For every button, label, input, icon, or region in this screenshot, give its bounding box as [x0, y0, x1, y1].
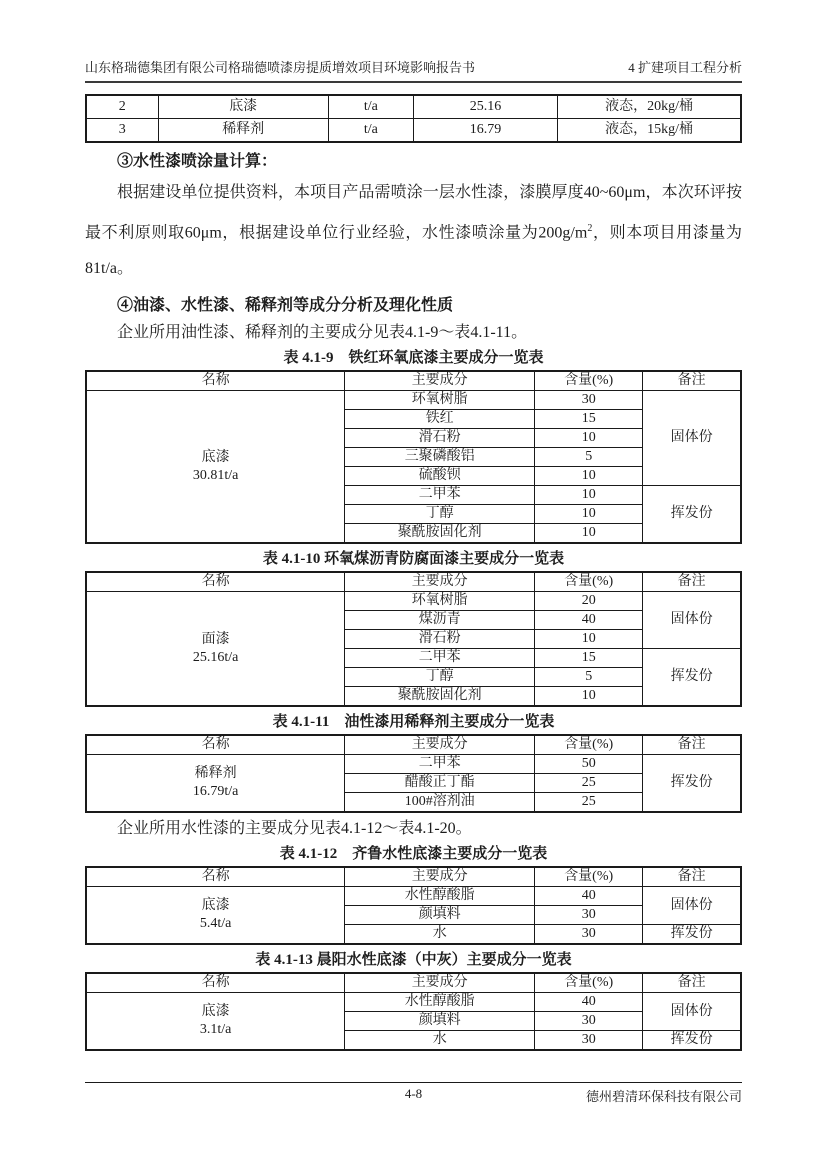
- content-cell: 5: [535, 448, 643, 467]
- header-chapter-title: 4 扩建项目工程分析: [628, 60, 742, 75]
- component-cell: 水: [345, 1031, 535, 1051]
- paint-name-cell: [86, 887, 345, 945]
- heading-waterborne-paint-calc: ③水性漆喷涂量计算：: [117, 153, 278, 170]
- col-header-name: 名称: [86, 867, 345, 887]
- component-cell: 聚酰胺固化剂: [345, 524, 535, 544]
- col-header-note: 备注: [643, 735, 741, 755]
- col-header-note: 备注: [643, 572, 741, 592]
- amount-cell: 16.79: [413, 119, 557, 143]
- component-cell: 二甲苯: [345, 755, 535, 774]
- col-header-component: 主要成分: [345, 735, 535, 755]
- note-solid-cell: 固体份: [643, 887, 741, 925]
- material-name-cell: 底漆: [158, 95, 328, 119]
- component-cell: 水性醇酸脂: [345, 993, 535, 1012]
- col-header-name: 名称: [86, 973, 345, 993]
- content-cell: 30: [535, 1031, 643, 1051]
- table-header-row: [86, 371, 741, 391]
- page-content: [85, 94, 742, 1051]
- component-cell: 颜填料: [345, 906, 535, 925]
- unit-cell: t/a: [328, 95, 413, 119]
- content-cell: 10: [535, 467, 643, 486]
- content-cell: 10: [535, 429, 643, 448]
- component-cell: 环氧树脂: [345, 592, 535, 611]
- col-header-content: 含量(%): [535, 867, 643, 887]
- amount-cell: 25.16: [413, 95, 557, 119]
- page-footer: [85, 1082, 742, 1104]
- footer-company-name: 德州碧清环保科技有限公司: [585, 1089, 742, 1104]
- table-row: [86, 391, 741, 410]
- paragraph-spray-amount-calc: [85, 175, 742, 287]
- table-header-row: [86, 572, 741, 592]
- component-cell: 三聚磷酸铝: [345, 448, 535, 467]
- content-cell: 25: [535, 774, 643, 793]
- component-cell: 滑石粉: [345, 429, 535, 448]
- paint-name: 底漆: [201, 898, 230, 914]
- paint-name-cell: [86, 755, 345, 813]
- page-header: [85, 0, 742, 83]
- col-header-component: 主要成分: [345, 371, 535, 391]
- col-header-component: 主要成分: [345, 973, 535, 993]
- table-row: [86, 119, 741, 143]
- table-4-1-12: [85, 866, 742, 945]
- table-title-4-1-9: 表 4.1-9 铁红环氧底漆主要成分一览表: [283, 350, 544, 367]
- note-solid-cell: 固体份: [643, 391, 741, 486]
- paint-annual-amount: 5.4t/a: [199, 916, 232, 932]
- paint-annual-amount: 30.81t/a: [192, 467, 239, 483]
- paint-annual-amount: 16.79t/a: [192, 784, 239, 800]
- row-index-cell: 3: [86, 119, 158, 143]
- content-cell: 40: [535, 887, 643, 906]
- table-header-row: [86, 973, 741, 993]
- col-header-note: 备注: [643, 973, 741, 993]
- component-cell: 丁醇: [345, 668, 535, 687]
- content-cell: 30: [535, 391, 643, 410]
- paint-name: 底漆: [201, 1004, 230, 1020]
- content-cell: 50: [535, 755, 643, 774]
- material-name-cell: 稀释剂: [158, 119, 328, 143]
- col-header-name: 名称: [86, 572, 345, 592]
- paint-name-cell: [86, 592, 345, 707]
- table-title-4-1-10: 表 4.1-10 环氧煤沥青防腐面漆主要成分一览表: [262, 551, 565, 568]
- state-note-cell: 液态，20kg/桶: [558, 95, 741, 119]
- content-cell: 30: [535, 906, 643, 925]
- content-cell: 40: [535, 993, 643, 1012]
- table-title-4-1-11: 表 4.1-11 油性漆用稀释剂主要成分一览表: [272, 714, 555, 731]
- content-cell: 10: [535, 630, 643, 649]
- component-cell: 二甲苯: [345, 486, 535, 505]
- heading-component-analysis: ④油漆、水性漆、稀释剂等成分分析及理化性质: [117, 297, 454, 315]
- paint-name: 底漆: [201, 449, 230, 465]
- content-cell: 30: [535, 925, 643, 945]
- content-cell: 15: [535, 649, 643, 668]
- content-cell: 25: [535, 793, 643, 813]
- component-cell: 丁醇: [345, 505, 535, 524]
- paint-annual-amount: 3.1t/a: [199, 1022, 232, 1038]
- content-cell: 10: [535, 687, 643, 707]
- note-volatile-cell: 挥发份: [643, 486, 741, 544]
- table-title-4-1-12: 表 4.1-12 齐鲁水性底漆主要成分一览表: [279, 846, 548, 863]
- paint-annual-amount: 25.16t/a: [192, 649, 239, 665]
- row-index-cell: 2: [86, 95, 158, 119]
- note-volatile-cell: 挥发份: [643, 1031, 741, 1051]
- paint-name: 稀释剂: [194, 766, 237, 782]
- paint-name-cell: [86, 391, 345, 544]
- component-cell: 二甲苯: [345, 649, 535, 668]
- paragraph-water-paint-ref: 企业所用水性漆的主要成分见表4.1-12～表4.1-20。: [117, 820, 472, 838]
- unit-cell: t/a: [328, 119, 413, 143]
- table-title-4-1-13: 表 4.1-13 晨阳水性底漆（中灰）主要成分一览表: [255, 952, 572, 969]
- col-header-note: 备注: [643, 867, 741, 887]
- component-cell: 水性醇酸脂: [345, 887, 535, 906]
- note-solid-cell: 固体份: [643, 993, 741, 1031]
- component-cell: 滑石粉: [345, 630, 535, 649]
- content-cell: 10: [535, 524, 643, 544]
- col-header-content: 含量(%): [535, 572, 643, 592]
- paragraph-oil-paint-ref: 企业所用油性漆、稀释剂的主要成分见表4.1-9～表4.1-11。: [117, 324, 528, 342]
- component-cell: 颜填料: [345, 1012, 535, 1031]
- component-cell: 铁红: [345, 410, 535, 429]
- component-cell: 水: [345, 925, 535, 945]
- table-header-row: [86, 735, 741, 755]
- content-cell: 40: [535, 611, 643, 630]
- col-header-note: 备注: [643, 371, 741, 391]
- content-cell: 30: [535, 1012, 643, 1031]
- table-row: [86, 887, 741, 906]
- note-volatile-cell: 挥发份: [643, 755, 741, 813]
- component-cell: 醋酸正丁酯: [345, 774, 535, 793]
- col-header-name: 名称: [86, 735, 345, 755]
- table-row: [86, 993, 741, 1012]
- table-4-1-13: [85, 972, 742, 1051]
- header-report-title: 山东格瑞德集团有限公司格瑞德喷漆房提质增效项目环境影响报告书: [85, 60, 476, 75]
- paint-name-cell: [86, 993, 345, 1051]
- table-4-1-10: [85, 571, 742, 707]
- superscript-2: 2: [587, 223, 593, 234]
- state-note-cell: 液态，15kg/桶: [558, 119, 741, 143]
- content-cell: 20: [535, 592, 643, 611]
- table-row: [86, 95, 741, 119]
- note-solid-cell: 固体份: [643, 592, 741, 649]
- table-header-row: [86, 867, 741, 887]
- col-header-name: 名称: [86, 371, 345, 391]
- component-cell: 煤沥青: [345, 611, 535, 630]
- content-cell: 10: [535, 505, 643, 524]
- component-cell: 环氧树脂: [345, 391, 535, 410]
- table-4-1-11: [85, 734, 742, 813]
- paint-name: 面漆: [201, 631, 230, 647]
- note-volatile-cell: 挥发份: [643, 925, 741, 945]
- table-4-1-9: [85, 370, 742, 544]
- component-cell: 硫酸钡: [345, 467, 535, 486]
- col-header-component: 主要成分: [345, 867, 535, 887]
- paragraph-text: 根据建设单位提供资料，本项目产品需喷涂一层水性漆，漆膜厚度40~60μm，本次环评按最不利原则取60μm，根据建设单位行业经验，水性漆喷涂量为200g/m: [85, 184, 742, 242]
- page-number: 4-8: [404, 1086, 423, 1101]
- content-cell: 5: [535, 668, 643, 687]
- component-cell: 100#溶剂油: [345, 793, 535, 813]
- paragraph-text: ，则本项目用漆量为81t/a。: [85, 224, 742, 278]
- content-cell: 10: [535, 486, 643, 505]
- table-row: [86, 592, 741, 611]
- col-header-content: 含量(%): [535, 371, 643, 391]
- note-volatile-cell: 挥发份: [643, 649, 741, 707]
- component-cell: 聚酰胺固化剂: [345, 687, 535, 707]
- content-cell: 15: [535, 410, 643, 429]
- col-header-content: 含量(%): [535, 735, 643, 755]
- col-header-content: 含量(%): [535, 973, 643, 993]
- table-row: [86, 755, 741, 774]
- materials-continuation-table: [85, 94, 742, 143]
- col-header-component: 主要成分: [345, 572, 535, 592]
